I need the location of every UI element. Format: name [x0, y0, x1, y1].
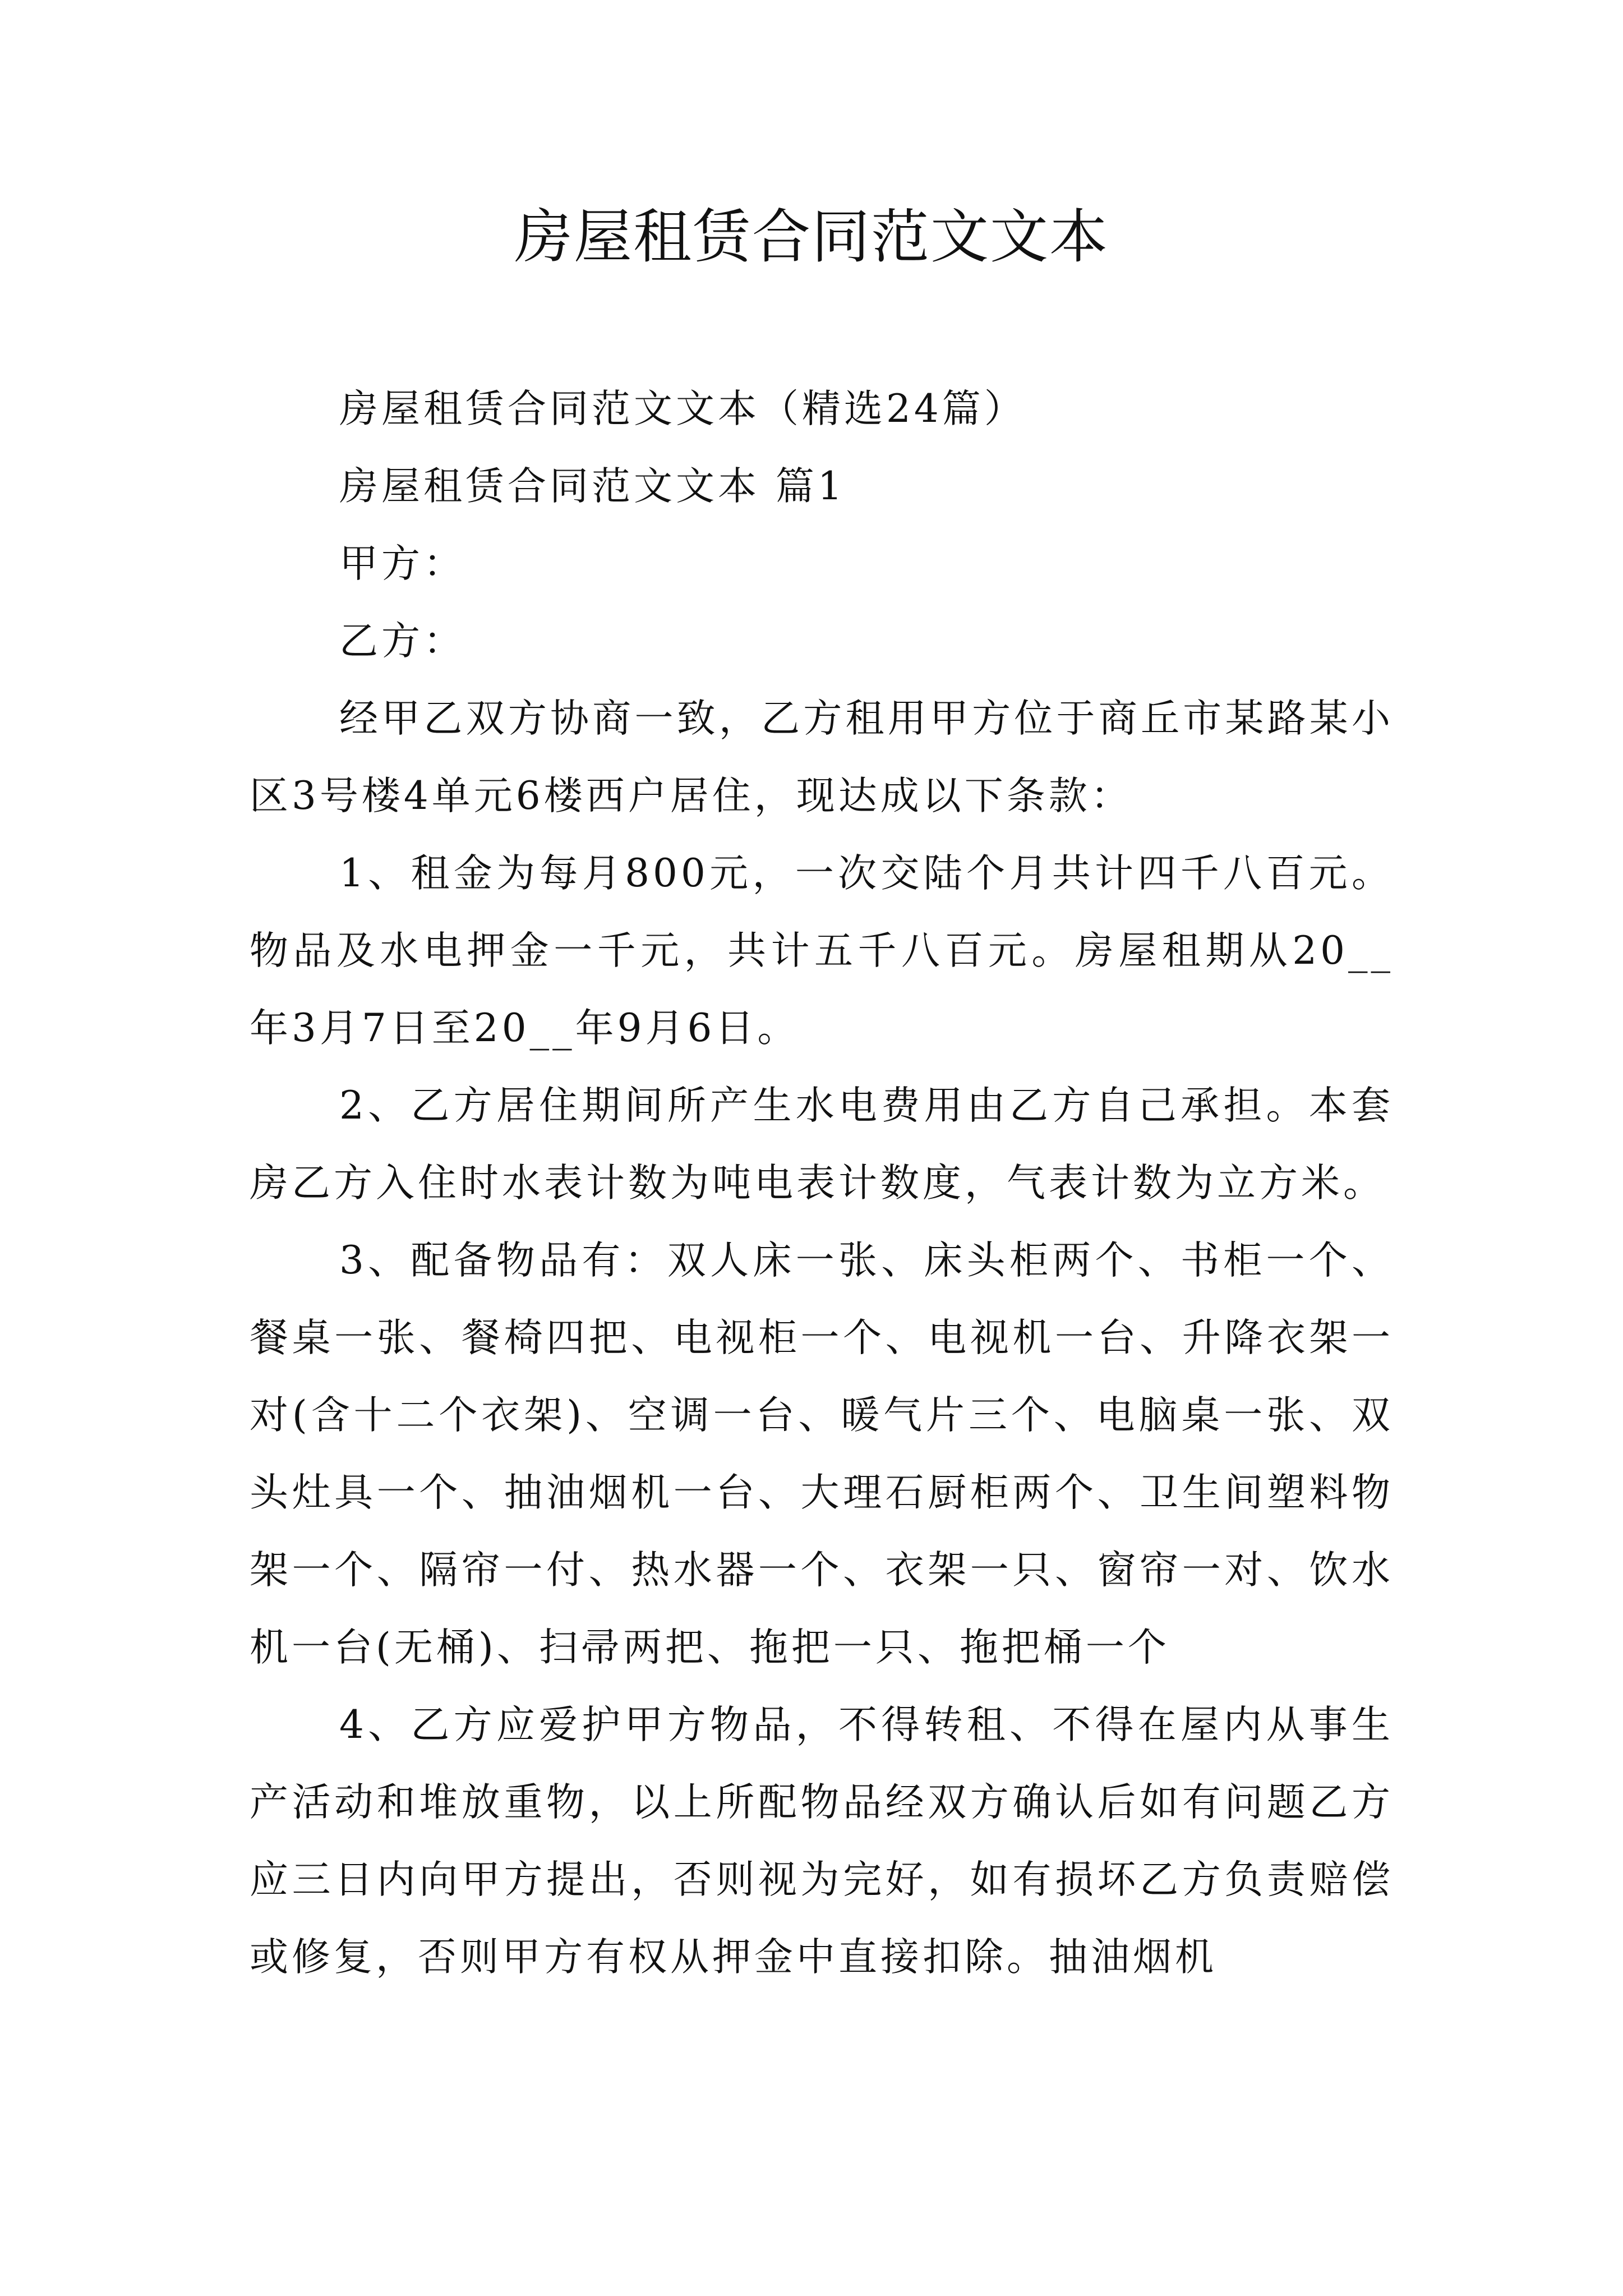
intro-paragraph: 经甲乙双方协商一致，乙方租用甲方位于商丘市某路某小区3号楼4单元6楼西户居住，现达成以下条款：: [250, 696, 1394, 818]
document-body: [250, 370, 1394, 1996]
clause-2-paragraph: 2、乙方居住期间所产生水电费用由乙方自己承担。本套房乙方入住时水表计数为吨电表计数度，气表计数为立方米。: [250, 1083, 1394, 1205]
section-heading: 房屋租赁合同范文文本 篇1: [339, 464, 846, 509]
party-a-line: 甲方：: [339, 541, 465, 586]
clause-3-paragraph: 3、配备物品有：双人床一张、床头柜两个、书柜一个、餐桌一张、餐椅四把、电视柜一个、电视机一台、升降衣架一对(含十二个衣架)、空调一台、暖气片三个、电脑桌一张、双头灶具一个、抽油烟机一台、大理石厨柜两个、卫生间塑料物架一个、隔帘一付、热水器一个、衣架一只、窗帘一对、饮水机一台(无桶)、扫帚两把、拖把一只、拖把桶一个: [250, 1238, 1394, 1670]
clause-4-paragraph: 4、乙方应爱护甲方物品，不得转租、不得在屋内从事生产活动和堆放重物，以上所配物品经双方确认后如有问题乙方应三日内向甲方提出，否则视为完好，如有损坏乙方负责赔偿或修复，否则甲方有权从押金中直接扣除。抽油烟机: [250, 1703, 1394, 1980]
subtitle-paragraph: 房屋租赁合同范文文本（精选24篇）: [339, 386, 1026, 431]
clause-1-paragraph: 1、租金为每月800元，一次交陆个月共计四千八百元。物品及水电押金一千元，共计五千八百元。房屋租期从20__年3月7日至20__年9月6日。: [250, 851, 1394, 1051]
document-title: 房屋租赁合同范文文本: [514, 203, 1109, 271]
party-b-line: 乙方：: [339, 619, 465, 664]
